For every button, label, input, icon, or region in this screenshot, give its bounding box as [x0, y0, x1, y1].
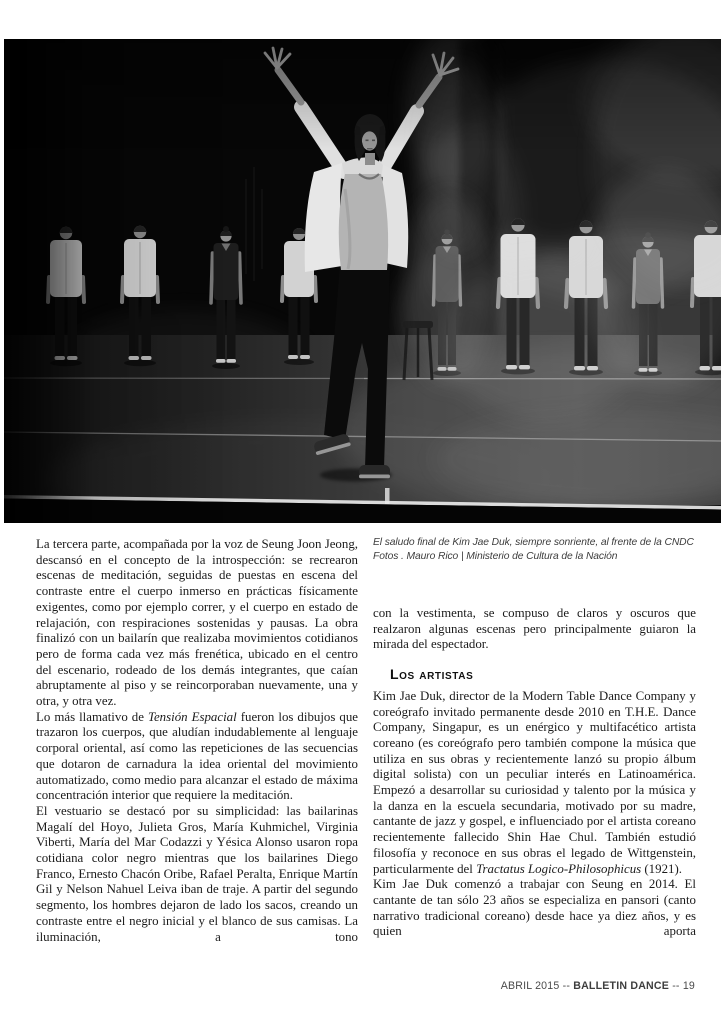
footer-separator: -- — [562, 980, 571, 992]
paragraph-text: fueron los dibujos que trazaron los cuerpos, que aludían indudablemente al lenguaje corporal oriental, así como las repeticiones de las secuencias que dotaron de carnadura la idea oriental del movimiento automatizado, como medio para alcanzar el estado de máxima concentración interior que requiere la meditación. — [36, 709, 358, 803]
paragraph-text: (1921). — [641, 861, 682, 876]
paragraph-text: Kim Jae Duk, director de la Modern Table Dance Company y coreógrafo invitado permanente desde 2010 en T.H.E. Dance Company, Singapur, es un enérgico y multifacético artista coreano (es coreógrafo pero también compone la música que utiliza en sus obras y recientemente lanzó su propio álbum digital solista) con un peculiar interés en Latinoamérica. Empezó a desarrollar su curiosidad y talento por la música y la danza en la escuela secundaria, motivado por su madre, cantante de jazz y gospel, e influenciado por el artista coreano recientemente fallecido Shin Hae Chul. También estudió filosofía y reconoce en sus obras el legado de Wittgenstein, particularmente del — [373, 688, 696, 876]
section-heading: Los artistas — [390, 666, 474, 683]
right-column — [373, 606, 696, 940]
paragraph-text: con la vestimenta, se compuso de claros y oscuros que realzaron algunas escenas pero principalmente guiaron la mirada del espectador. — [373, 606, 696, 652]
paragraph — [373, 689, 696, 877]
footer-separator: -- — [672, 980, 680, 992]
paragraph-text: La tercera parte, acompañada por la voz de Seung Joon Jeong, descansó en el concepto de la introspección: se recrearon escenas de meditación, seguidas de puestas en escena del contraste entre el cuerpo inmerso en prácticas físicamente exigentes, como por ejemplo correr, y el cuerpo en estado de relajación, con respiraciones sostenidas y pausas. La obra finalizó con un bailarín que realizaba movimientos cotidianos pero de forma cada vez más frenética, ubicado en el centro del escenario, rodeado de los demás integrantes, que caían abruptamente al piso y se reincorporaban nuevamente, una y otra, y otra vez. — [36, 537, 358, 709]
book-title: Tractatus Logico-Philosophicus — [476, 861, 642, 876]
paragraph-text: Lo más llamativo de — [36, 709, 148, 724]
work-title: Tensión Espacial — [147, 709, 237, 724]
paragraph — [36, 804, 358, 945]
paragraph — [36, 537, 358, 710]
paragraph — [373, 877, 696, 940]
paragraph-text: Kim Jae Duk comenzó a trabajar con Seung en 2014. El cantante de tan sólo 23 años se especializa en pansori (canto narrativo tradicional coreano) desde hace ya diez años, y es quien aporta — [373, 877, 696, 939]
page-number: 19 — [682, 980, 695, 992]
page-footer — [501, 980, 695, 992]
caption-line-1: El saludo final de Kim Jae Duk, siempre sonriente, al frente de la CNDC — [373, 537, 694, 548]
magazine-name: BALLETIN DANCE — [573, 980, 670, 992]
footer-date: ABRIL 2015 — [500, 980, 560, 992]
stage-photo — [4, 39, 721, 523]
paragraph-text: El vestuario se destacó por su simplicidad: las bailarinas Magalí del Hoyo, Julieta Gros, María Kuhmichel, Virginia Viberti, María del Mar Codazzi y Yésica Alonso usaron ropa cotidiana color negro mientras que los bailarines Diego Franco, Ernesto Chacón Oribe, Rafael Peralta, Enrique Martín Gil y Nelson Nahuel Leiva iban de traje. A partir del segundo segmento, los hombres dejaron de lado los sacos, creando un contraste entre el negro inicial y el blanco de sus camisas. La iluminación, a tono — [36, 803, 358, 944]
paragraph — [36, 710, 358, 804]
stage-photo-illustration — [4, 39, 721, 523]
paragraph — [373, 606, 696, 653]
caption-line-2: Fotos . Mauro Rico | Ministerio de Cultura de la Nación — [373, 550, 618, 562]
vignette-top — [4, 39, 721, 149]
left-column — [36, 537, 358, 945]
photo-caption — [373, 536, 695, 564]
